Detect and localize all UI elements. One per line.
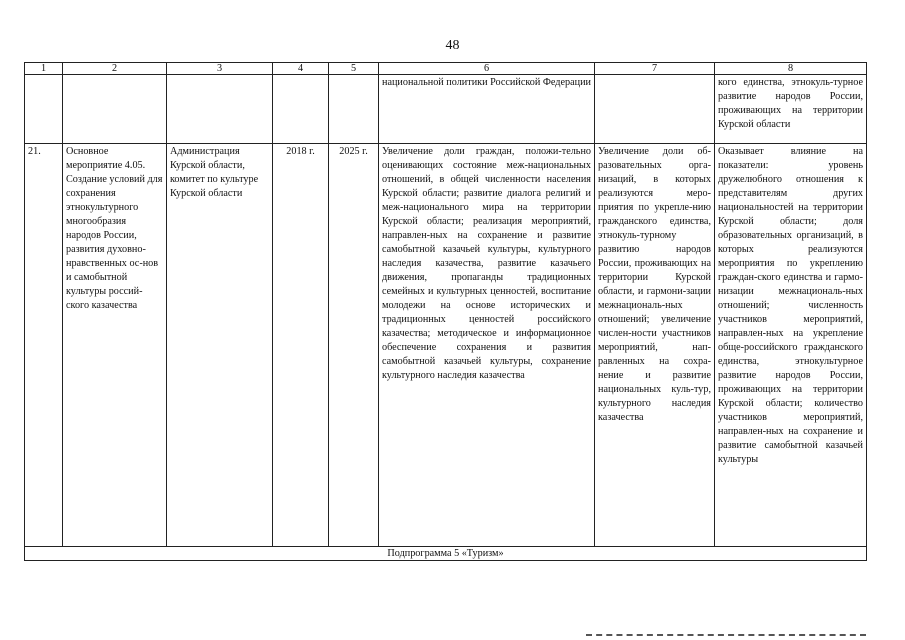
table-row xyxy=(25,144,867,547)
row-number-cell: 21. xyxy=(25,144,63,547)
content-cell: Увеличение доли граждан, положи-тельно оценивающих состояние меж-национальных отношений, в общей численности населения Курской области; развитие диалога религий и меж-национального мира на территории Курской области; реализация мероприятий, направлен-ных на сохранение и развитие самобытной казачьей культуры, культурного наследия казачества, развитие казачьего движения, пропаганды традиционных семейных и культурных ценностей, воспитание молодежи на основе исторических и традиционных ценностей российского казачества; методическое и информационное обеспечение сохранения и развития самобытной казачьей культуры, сохранение культурного наследия казачества xyxy=(379,144,595,547)
column-number: 8 xyxy=(715,63,867,75)
column-number: 3 xyxy=(167,63,273,75)
start-year-cell: 2018 г. xyxy=(273,144,329,547)
column-number-row xyxy=(25,63,867,75)
column-number: 4 xyxy=(273,63,329,75)
executor-cell: Администрация Курской области, комитет по культуре Курской области xyxy=(167,144,273,547)
empty-cell xyxy=(63,75,167,144)
subprogram-row xyxy=(25,547,867,561)
empty-cell xyxy=(273,75,329,144)
column-number: 5 xyxy=(329,63,379,75)
empty-cell xyxy=(167,75,273,144)
footer-line xyxy=(586,634,866,636)
continuation-indicators-cell: кого единства, этнокуль-турное развитие народов России, проживающих на территории Курской области xyxy=(715,75,867,144)
column-number: 2 xyxy=(63,63,167,75)
indicators-cell: Оказывает влияние на показатели: уровень дружелюбного отношения к представителям других национальностей на территории Курской области; доля образовательных организаций, в которых реализуются мероприятия по укреплению граждан-ского единства и гармо-низации межнациональ-ных отношений; численность участников мероприятий, направлен-ных на укрепление обще-российского гражданского единства, этнокультурное развитие народов России, проживающих на территории Курской области; количество участников мероприятий, направлен-ных на сохранение и развитие самобытной казачьей культуры xyxy=(715,144,867,547)
column-number: 6 xyxy=(379,63,595,75)
measure-name-cell: Основное мероприятие 4.05. Создание условий для сохранения этнокультурного многообразия народов России, развития духовно-нравственных ос-нов и самобытной культуры россий-ского казачества xyxy=(63,144,167,547)
results-cell: Увеличение доли об-разовательных орга-низаций, в которых реализуются меро-приятия по укрепле-нию гражданского единства, этнокуль-турному развитию народов России, проживающих на территории Курской области, и гармони-зации межнациональ-ных отношений; увеличение числен-ности участников мероприятий, нап-равленных на сохра-нение и развитие национальных куль-тур, культурного наследия казачества xyxy=(595,144,715,547)
subprogram-title: Подпрограмма 5 «Туризм» xyxy=(25,547,867,561)
column-number: 7 xyxy=(595,63,715,75)
program-table xyxy=(24,62,867,561)
continuation-content-cell: национальной политики Российской Федерации xyxy=(379,75,595,144)
empty-cell xyxy=(25,75,63,144)
page-number: 48 xyxy=(445,38,460,53)
column-number: 1 xyxy=(25,63,63,75)
end-year-cell: 2025 г. xyxy=(329,144,379,547)
empty-cell xyxy=(329,75,379,144)
continuation-row xyxy=(25,75,867,144)
empty-cell xyxy=(595,75,715,144)
